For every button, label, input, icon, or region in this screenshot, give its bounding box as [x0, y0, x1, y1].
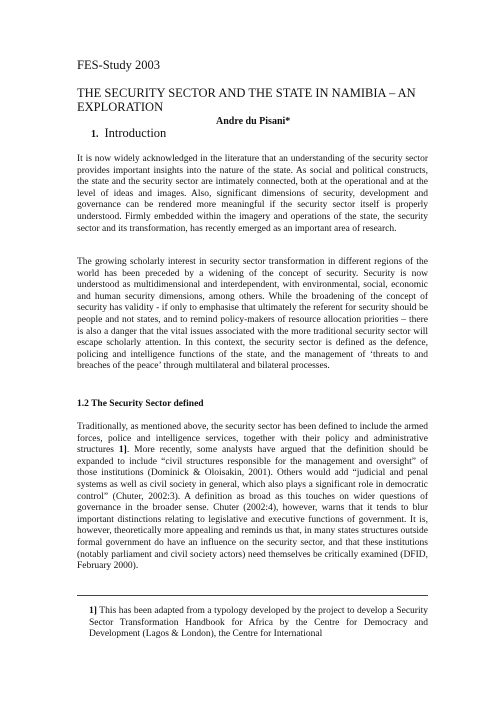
document-title: THE SECURITY SECTOR AND THE STATE IN NAMIBIA – AN EXPLORATION	[77, 86, 416, 114]
footnote-reference: 1]	[118, 445, 127, 456]
subsection-heading: 1.2 The Security Sector defined	[77, 399, 204, 409]
paragraph-text: . More recently, some analysts have argued that the definition should be expanded to include “civil structures responsible for the management and oversight” of those institutions (Dominick & Oloisakin, 2001). Others would add “judicial and penal systems as well as civil society in general, which also plays a significant role in democratic control” (Chuter, 2002:3). A definition as broad as this touches on wider questions of governance in the broader sense. Chuter (2002:4), however, warns that it tends to blur important distinctions relating to legislative and executive functions of government. It is, however, theoretically more appealing and reminds us that, in many states structures outside formal government do have an influence on the security sector, and that these institutions (notably parliament and civil society actors) need themselves be critically examined (DFID, February 2000).	[77, 445, 428, 572]
paragraph: The growing scholarly interest in security sector transformation in different regions of the world has been preceded by a widening of the concept of security. Security is now understood as multidimensional and interdependent, with environmental, social, economic and human security dimensions, among others. While the broadening of the concept of security has validity - if only to emphasise that ultimately the referent for security should be people and not states, and to remind policy-makers of resource allocation priorities – there is also a danger that the vital issues associated with the more traditional security sector will escape scholarly attention. In this context, the security sector is defined as the defence, policing and intelligence functions of the state, and the management of ‘threats to and breaches of the peace’ through multilateral and bilateral processes.	[77, 257, 428, 372]
section-heading-introduction	[91, 126, 166, 141]
paragraph	[77, 422, 428, 573]
footnote	[89, 606, 428, 641]
footnote-marker: 1]	[89, 606, 97, 616]
series-label: FES-Study 2003	[77, 58, 161, 72]
paragraph-text: Traditionally, as mentioned above, the security sector has been defined to include the armed forces, police and intelligence services, together with their policy and administrative structures	[77, 422, 428, 456]
paragraph: It is now widely acknowledged in the literature that an understanding of the security sector provides important insights into the nature of the state. As social and political constructs, the state and the security sector are intimately connected, both at the operational and at the level of ideas and images. Also, significant dimensions of security, development and governance can be rendered more meaningful if the security sector itself is properly understood. Firmly embedded within the imagery and operations of the state, the security sector and its transformation, has recently emerged as an important area of research.	[77, 154, 428, 234]
author-name: Andre du Pisani*	[216, 116, 291, 127]
footnote-text: This has been adapted from a typology developed by the project to develop a Security Sector Transformation Handbook for Africa by the Centre for Democracy and Development (Lagos & London), the Centre for International	[89, 606, 428, 640]
footnote-separator	[77, 595, 428, 596]
section-number: 1.	[91, 129, 99, 140]
section-title: Introduction	[104, 126, 167, 140]
